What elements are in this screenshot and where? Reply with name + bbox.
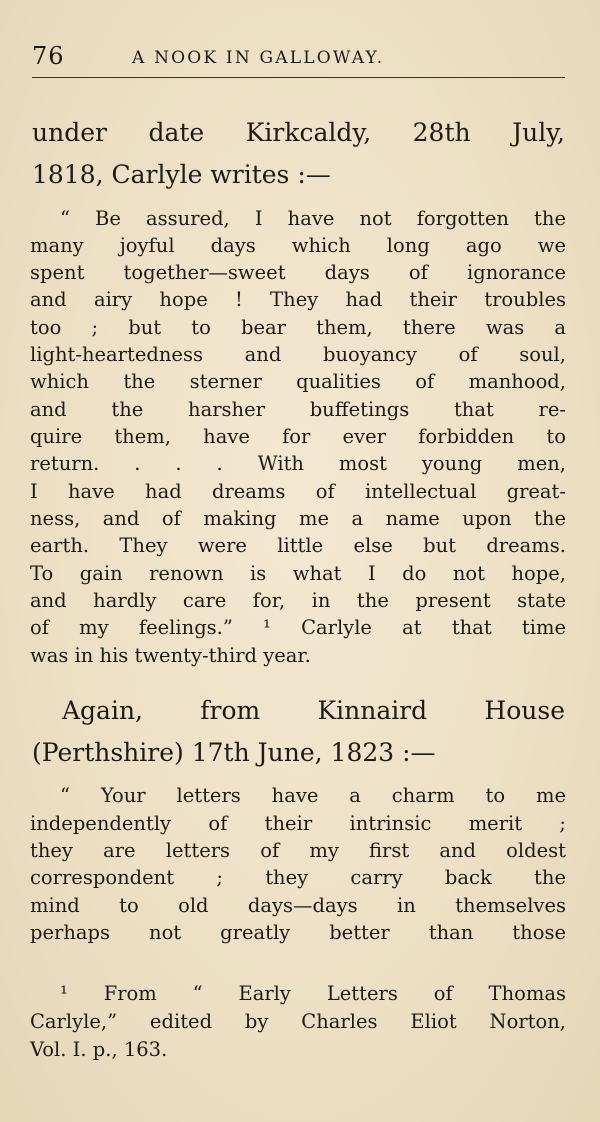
header-rule [32, 77, 565, 78]
text-line: independently of their intrinsic merit ; [30, 812, 566, 835]
text-line: spent together—sweet days of ignorance [30, 261, 566, 284]
text-line: “ Be assured, I have not forgotten the [60, 207, 566, 230]
text-line: and hardly care for, in the present state [30, 589, 566, 612]
text-line: “ Your letters have a charm to me [60, 784, 566, 807]
text-line: too ; but to bear them, there was a [30, 316, 566, 339]
text-line: To gain renown is what I do not hope, [30, 562, 566, 585]
text-line: which the sterner qualities of manhood, [30, 370, 566, 393]
footnote-line: ¹ From “ Early Letters of Thomas [60, 982, 566, 1005]
text-line: ness, and of making me a name upon the [30, 507, 566, 530]
footnote-line: Carlyle,” edited by Charles Eliot Norton, [30, 1010, 566, 1033]
text-line: mind to old days—days in themselves [30, 894, 566, 917]
text-line: and airy hope ! They had their troubles [30, 288, 566, 311]
text-line: and the harsher buffetings that re- [30, 398, 566, 421]
text-line: of my feelings.” ¹ Carlyle at that time [30, 616, 566, 639]
page-header [32, 42, 565, 74]
text-line: I have had dreams of intellectual great- [30, 480, 566, 503]
text-line: earth. They were little else but dreams. [30, 534, 566, 557]
text-line: they are letters of my first and oldest [30, 839, 566, 862]
text-line: was in his twenty-third year. [30, 644, 311, 667]
text-line: correspondent ; they carry back the [30, 866, 566, 889]
text-line: light-heartedness and buoyancy of soul, [30, 343, 566, 366]
text-line: Again, from Kinnaird House [62, 696, 565, 725]
text-line: return. . . . With most young men, [30, 452, 566, 475]
running-title: A NOOK IN GALLOWAY. [132, 48, 385, 68]
text-line: 1818, Carlyle writes :— [32, 160, 331, 189]
text-line: (Perthshire) 17th June, 1823 :— [32, 738, 436, 767]
text-line: perhaps not greatly better than those [30, 921, 566, 944]
text-line: under date Kirkcaldy, 28th July, [32, 118, 565, 147]
page-number: 76 [32, 42, 65, 70]
footnote-line: Vol. I. p., 163. [30, 1038, 168, 1061]
text-line: many joyful days which long ago we [30, 234, 566, 257]
text-line: quire them, have for ever forbidden to [30, 425, 566, 448]
